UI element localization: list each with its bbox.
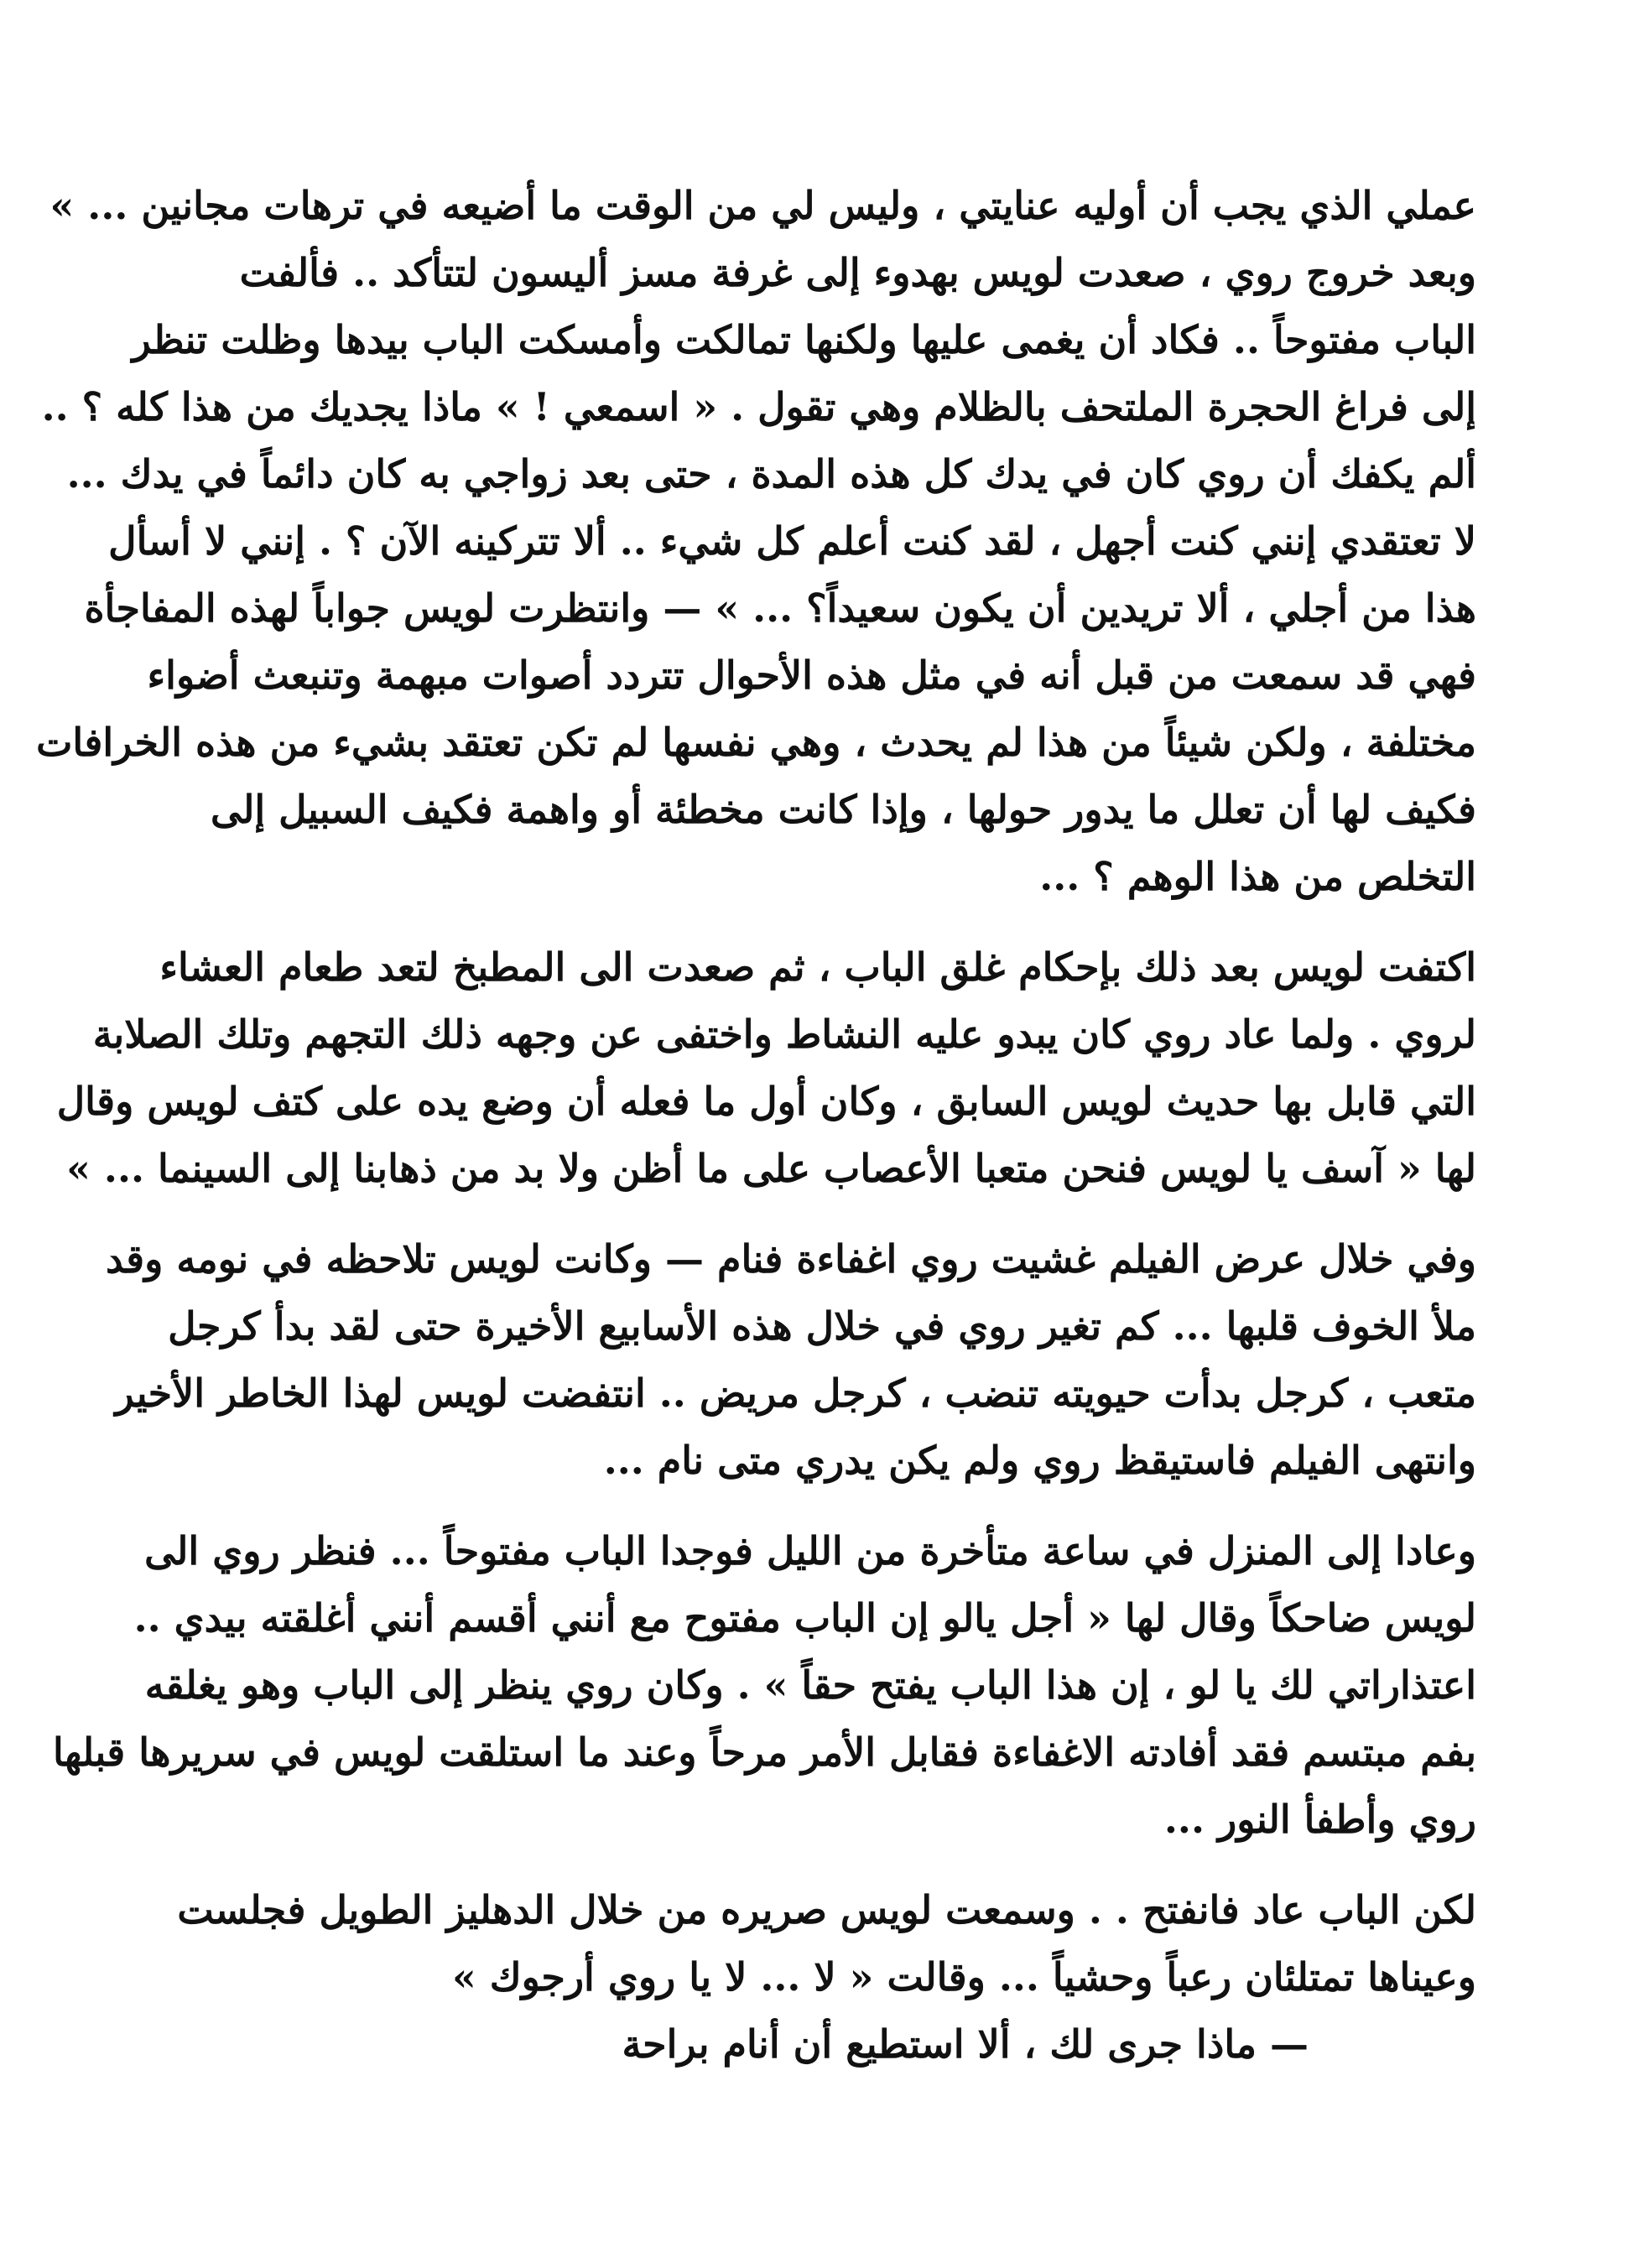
text-line: ملأ الخوف قلبها ... كم تغير روي في خلال هذه الأسابيع الأخيرة حتى لقد بدأ كرجل [168, 1303, 1476, 1349]
text-line: فكيف لها أن تعلل ما يدور حولها ، وإذا كانت مخطئة أو واهمة فكيف السبيل إلى [211, 787, 1476, 832]
text-line: التخلص من هذا الوهم ؟ ... [1039, 854, 1476, 899]
text-line: متعب ، كرجل بدأت حيويته تنضب ، كرجل مريض .. انتفضت لويس لهذا الخاطر الأخير [115, 1371, 1476, 1416]
text-line: التي قابل بها حديث لويس السابق ، وكان أول ما فعله أن وضع يده على كتف لويس وقال [56, 1079, 1476, 1124]
text-line: وفي خلال عرض الفيلم غشيت روي اغفاءة فنام — وكانت لويس تلاحظه في نومه وقد [105, 1236, 1476, 1282]
dialogue-line: — ماذا جرى لك ، ألا استطيع أن أنام براحة [622, 2021, 1309, 2067]
text-line: لكن الباب عاد فانفتح . . وسمعت لويس صريره من خلال الدهليز الطويل فجلست [177, 1887, 1476, 1932]
text-line: بفم مبتسم فقد أفادته الاغفاءة فقابل الأمر مرحاً وعند ما استلقت لويس في سريرها قبلها [52, 1730, 1476, 1775]
text-line: ألم يكفك أن روي كان في يدك كل هذه المدة ، حتى بعد زواجي به كان دائماً في يدك ... [66, 451, 1476, 497]
text-line: اكتفت لويس بعد ذلك بإحكام غلق الباب ، ثم صعدت الى المطبخ لتعد طعام العشاء [159, 944, 1476, 990]
text-line: لها « آسف يا لويس فنحن متعبا الأعصاب على ما أظن ولا بد من ذهابنا إلى السينما ... » [66, 1146, 1476, 1191]
text-line: الباب مفتوحاً .. فكاد أن يغمى عليها ولكنها تمالكت وأمسكت الباب بيدها وظلت تنظر [132, 317, 1476, 362]
text-line: هذا من أجلي ، ألا تريدين أن يكون سعيداً؟ ... » — وانتظرت لويس جواباً لهذه المفاجأة [84, 585, 1476, 631]
text-line: لويس ضاحكاً وقال لها « أجل يالو إن الباب مفتوح مع أنني أقسم أنني أغلقته بيدي .. [133, 1595, 1476, 1641]
text-line: لروي . ولما عاد روي كان يبدو عليه النشاط واختفى عن وجهه ذلك التجهم وتلك الصلابة [92, 1012, 1476, 1057]
text-line: وانتهى الفيلم فاستيقظ روي ولم يكن يدري متى نام ... [603, 1438, 1476, 1483]
text-line: لا تعتقدي إنني كنت أجهل ، لقد كنت أعلم كل شيء .. ألا تتركينه الآن ؟ . إنني لا أسأل [108, 518, 1476, 564]
text-line: وعيناها تمتلئان رعباً وحشياً ... وقالت « لا ... لا يا روي أرجوك » [451, 1954, 1476, 2000]
text-line: اعتذاراتي لك يا لو ، إن هذا الباب يفتح حقاً » . وكان روي ينظر إلى الباب وهو يغلقه [144, 1662, 1476, 1708]
text-line: عملي الذي يجب أن أوليه عنايتي ، وليس لي من الوقت ما أضيعه في ترهات مجانين ... » [49, 183, 1476, 228]
text-line: مختلفة ، ولكن شيئاً من هذا لم يحدث ، وهي نفسها لم تكن تعتقد بشيء من هذه الخرافات [36, 720, 1476, 765]
text-line: فهي قد سمعت من قبل أنه في مثل هذه الأحوال تتردد أصوات مبهمة وتنبعث أضواء [147, 653, 1476, 698]
text-line: وعادا إلى المنزل في ساعة متأخرة من الليل فوجدا الباب مفتوحاً ... فنظر روي الى [144, 1528, 1476, 1574]
page-text-block [36, 172, 1476, 2078]
text-line: وبعد خروج روي ، صعدت لويس بهدوء إلى غرفة مسز أليسون لتتأكد .. فألفت [239, 250, 1476, 295]
text-line: روي وأطفأ النور ... [1163, 1797, 1476, 1842]
text-line: إلى فراغ الحجرة الملتحف بالظلام وهي تقول . « اسمعي ! » ماذا يجديك من هذا كله ؟ .. [41, 384, 1476, 429]
